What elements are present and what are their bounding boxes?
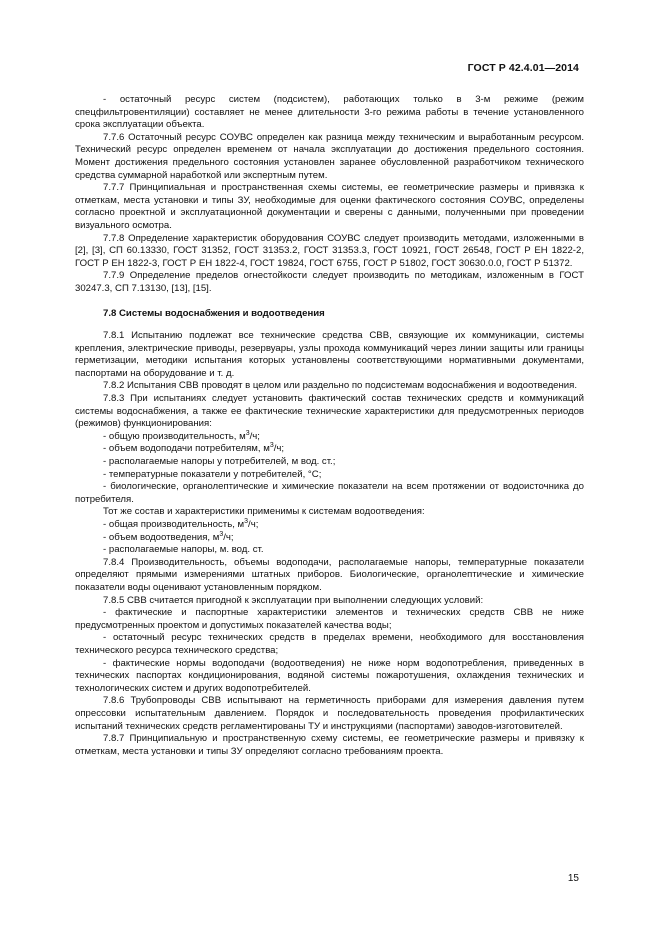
clause-7-8-6: 7.8.6 Трубопроводы СВВ испытывают на герметичность приборами для измерения давления путем опрессовки испытательным давлением. Порядок и последовательность проведения профилактических испытаний технических средств регламентированы ТУ и инструкциями (паспортами) заводов-изготовителей. xyxy=(75,695,584,732)
clause-7-8-3: 7.8.3 При испытаниях следует установить фактический состав технических средств и коммуникаций системы водоснабжения, а также ее фактические технические характеристики для предусмотренных периодов (режимов) функционирования: xyxy=(75,393,584,430)
document-body xyxy=(75,94,584,758)
page-number: 15 xyxy=(567,873,579,884)
list-item: - остаточный ресурс систем (подсистем), работающих только в 3-м режиме (режим спецфильтровентиляции) составляет не менее длительности 3-го режима работы в течение установленного срока эксплуатации объекта. xyxy=(75,94,584,131)
document-header: ГОСТ Р 42.4.01—2014 xyxy=(467,62,579,74)
list-item: - объем водоподачи потребителям, $м^3/ч$; xyxy=(103,442,285,455)
clause-7-7-7: 7.7.7 Принципиальная и пространственная схемы системы, ее геометрические размеры и привязка к отметкам, места установки и типы ЗУ, необходимые для оценки фактического состояния СОУВС, определены согласно проектной и эксплуатационной документации и сверены с данными, полученными при проведении визуального осмотра. xyxy=(75,182,584,231)
list-item: - располагаемые напоры, м. вод. ст. xyxy=(103,544,264,556)
clause-7-7-9: 7.7.9 Определение пределов огнестойкости следует производить по методикам, изложенным в ГОСТ 30247.3, СП 7.13130, [13], [15]. xyxy=(75,270,584,294)
clause-7-8-7: 7.8.7 Принципиальную и пространственную схему системы, ее геометрические размеры и привязку к отметкам, места установки и типы ЗУ определяют согласно требованиям проекта. xyxy=(75,733,584,757)
clause-7-8-1: 7.8.1 Испытанию подлежат все технические средства СВВ, связующие их коммуникации, системы крепления, электрические приводы, резервуары, узлы прохода коммуникаций через линии защиты или границы герметизации, методики испытания которых установлены соответствующими нормативными документами, паспортами на оборудование и т. д. xyxy=(75,330,584,379)
clause-7-7-6: 7.7.6 Остаточный ресурс СОУВС определен как разница между техническим и выработанным ресурсом. Технический ресурс определен временем от начала эксплуатации до достижения предельного состояния. Момент достижения предельного состояния установлен заранее обусловленной разработчиком технического средства суммарной наработкой или экспертным путем. xyxy=(75,131,584,181)
clause-7-8-4: 7.8.4 Производительность, объемы водоподачи, располагаемые напоры, температурные показатели определяют прямыми измерениями штатных приборов. Биологические, органолептические и химические показатели воды оценивают установленным порядком. xyxy=(75,556,584,593)
list-item: - температурные показатели у потребителей, °С; xyxy=(103,468,322,480)
clause-7-8-2: 7.8.2 Испытания СВВ проводят в целом или раздельно по подсистемам водоснабжения и водоотведения. xyxy=(103,380,578,392)
list-item: - общую производительность, $м^3/ч$; xyxy=(103,429,260,442)
list-item: - остаточный ресурс технических средств в пределах времени, необходимого для восстановления технического ресурса технического средства; xyxy=(75,632,584,656)
list-item: - общая производительность, $м^3/ч$; xyxy=(103,517,259,530)
paragraph: Тот же состав и характеристики применимы к системам водоотведения: xyxy=(103,506,425,518)
list-item: - фактические нормы водоподачи (водоотведения) не ниже норм водопотребления, приведенных в технических паспортах кондиционирования, водяной системы пожаротушения, охлаждения технических и технологических систем и других водопотребителей. xyxy=(75,657,584,694)
clause-7-7-8: 7.7.8 Определение характеристик оборудования СОУВС следует производить методами, изложенными в [2], [3], СП 60.13330, ГОСТ 31352, ГОСТ 31353.2, ГОСТ 31353.3, ГОСТ 10921, ГОСТ 26548, ГОСТ Р ЕН 1822-2, ГОСТ Р ЕН 1822-3, ГОСТ Р ЕН 1822-4, ГОСТ 19824, ГОСТ 6755, ГОСТ Р 51802, ГОСТ 30630.0.0, ГОСТ Р 51372. xyxy=(75,232,584,269)
list-item: - располагаемые напоры у потребителей, м вод. ст.; xyxy=(103,456,336,468)
clause-7-8-5: 7.8.5 СВВ считается пригодной к эксплуатации при выполнении следующих условий: xyxy=(103,594,484,606)
list-item: - объем водоотведения, $м^3/ч$; xyxy=(103,530,234,543)
section-title-7-8: 7.8 Системы водоснабжения и водоотведения xyxy=(103,307,325,319)
list-item: - биологические, органолептические и химические показатели на всем протяжении от водоисточника до потребителя. xyxy=(75,481,584,505)
list-item: - фактические и паспортные характеристики элементов и технических средств СВВ не ниже предусмотренных проектом и допустимых показателей качества воды; xyxy=(75,607,584,631)
